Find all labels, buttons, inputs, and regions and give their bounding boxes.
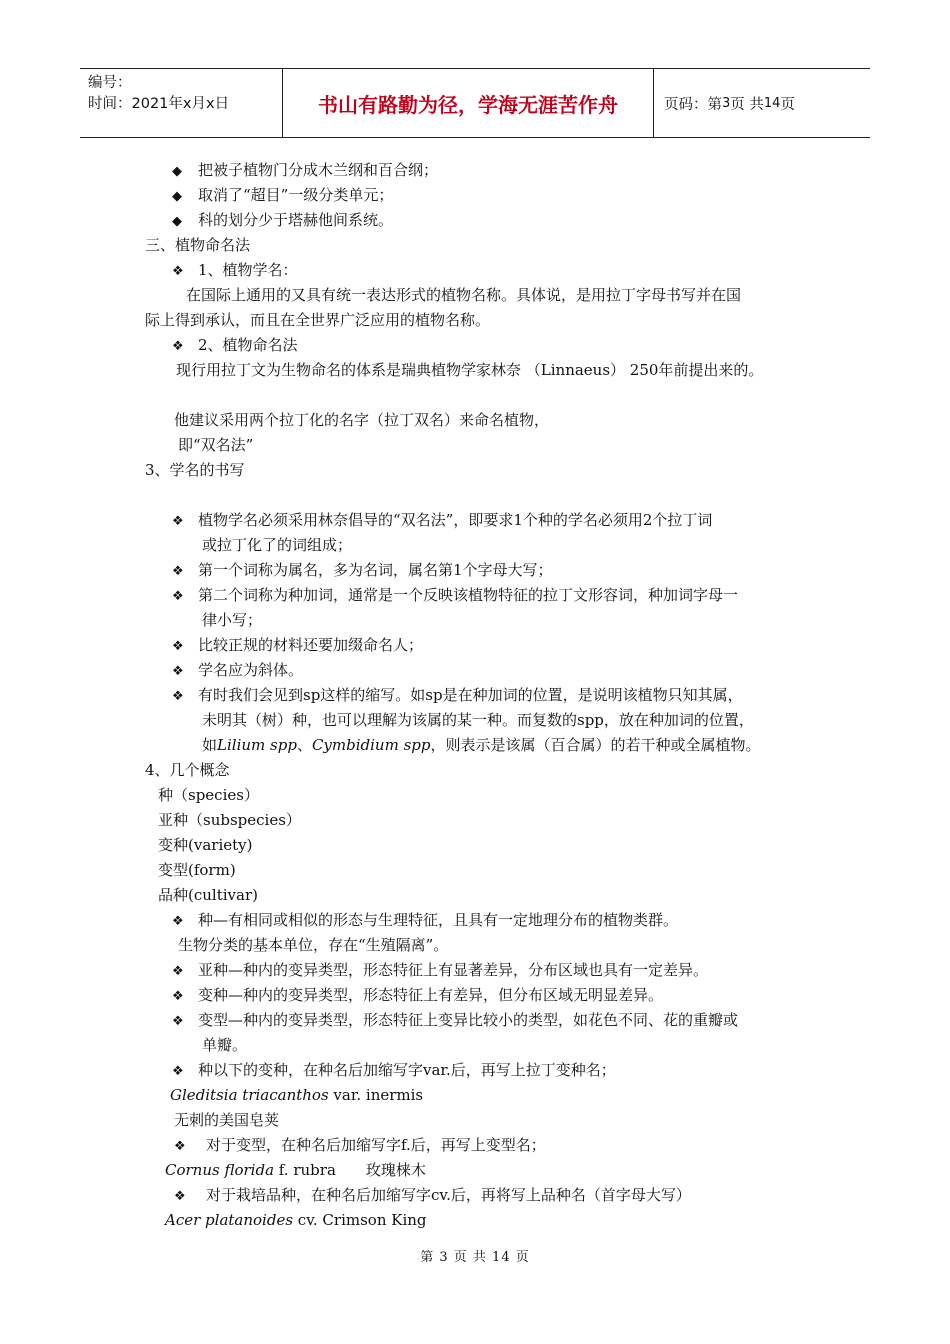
concept-term: 变种(variety) [158, 836, 253, 854]
list-item: ❖ 2、植物命名法 [172, 335, 298, 357]
page-footer: 第 3 页 共 14 页 [420, 1250, 530, 1265]
list-item: ❖ 比较正规的材料还要加缀命名人； [172, 635, 423, 657]
list-item: ❖ 变型—种内的变异类型，形态特征上变异比较小的类型，如花色不同、花的重瓣或 [172, 1010, 738, 1032]
header-motto: 书山有路勤为径，学海无涯苦作舟 [282, 69, 654, 137]
paragraph-line: 如Lilium spp、Cymbidium spp，则表示是该属（百合属）的若干种或全属植物。 [202, 736, 761, 754]
header-page-info [654, 69, 870, 137]
example-common-name: 无刺的美国皂荚 [174, 1111, 280, 1129]
star-bullet-icon: ❖ [172, 964, 184, 979]
header-meta [80, 69, 282, 137]
list-item: ❖ 有时我们会见到sp这样的缩写。如sp是在种加词的位置，是说明该植物只知其属， [172, 685, 743, 707]
paragraph-line: 未明其（树）种，也可以理解为该属的某一种。而复数的spp，放在种加词的位置， [202, 711, 754, 729]
example-name: Acer platanoides cv. Crimson King [165, 1211, 427, 1229]
star-bullet-icon: ❖ [172, 639, 184, 654]
star-bullet-icon: ❖ [172, 1014, 184, 1029]
star-bullet-icon: ❖ [172, 664, 184, 679]
list-item: ❖ 变种—种内的变异类型，形态特征上有差异，但分布区域无明显差异。 [172, 985, 663, 1007]
section-heading: 3、学名的书写 [145, 461, 245, 479]
star-bullet-icon: ❖ [172, 914, 184, 929]
paragraph-line: 律小写； [202, 611, 263, 629]
concept-term: 变型(form) [158, 861, 236, 879]
paragraph-line: 现行用拉丁文为生物命名的体系是瑞典植物学家林奈 （Linnaeus） 250年前提出来的。 [176, 361, 764, 379]
list-item: ❖ 植物学名必须采用林奈倡导的“双名法”，即要求1个种的学名必须用2个拉丁词 [172, 510, 712, 532]
page-mid: 页 共 [730, 96, 764, 113]
paragraph-line: 或拉丁化了的词组成； [202, 536, 353, 554]
list-item: ❖ 对于栽培品种，在种名后加缩写字cv.后，再将写上品种名（首字母大写） [174, 1185, 691, 1207]
page-suffix: 页 [780, 96, 795, 113]
star-bullet-icon: ❖ [172, 564, 184, 579]
concept-term: 种（species） [158, 786, 259, 804]
paragraph-line: 单瓣。 [202, 1036, 248, 1054]
diamond-bullet-icon: ◆ [172, 164, 182, 179]
star-bullet-icon: ❖ [172, 589, 184, 604]
star-bullet-icon: ❖ [172, 514, 184, 529]
paragraph-line: 在国际上通用的又具有统一表达形式的植物名称。具体说，是用拉丁字母书写并在国 [186, 286, 742, 304]
list-item: ❖ 亚种—种内的变异类型，形态特征上有显著差异，分布区域也具有一定差异。 [172, 960, 708, 982]
page-total: 14 [763, 95, 781, 111]
section-heading: 三、植物命名法 [145, 236, 251, 254]
list-item: ❖ 种—有相同或相似的形态与生理特征，且具有一定地理分布的植物类群。 [172, 910, 678, 932]
star-bullet-icon: ❖ [174, 1189, 186, 1204]
list-item: ◆ 取消了“超目”一级分类单元； [172, 185, 393, 207]
diamond-bullet-icon: ◆ [172, 189, 182, 204]
page-header [80, 68, 870, 138]
list-item: ◆ 科的划分少于塔赫他间系统。 [172, 210, 393, 232]
paragraph-line: 生物分类的基本单位，存在“生殖隔离”。 [178, 936, 449, 954]
star-bullet-icon: ❖ [172, 1064, 184, 1079]
list-item: ❖ 种以下的变种，在种名后加缩写字var.后，再写上拉丁变种名； [172, 1060, 616, 1082]
example-common-name: 玫瑰梾木 [365, 1161, 426, 1179]
section-heading: 4、几个概念 [145, 761, 230, 779]
list-item: ❖ 第二个词称为种加词，通常是一个反映该植物特征的拉丁文形容词，种加词字母一 [172, 585, 738, 607]
doc-time-label: 时间：2021年x月x日 [88, 96, 230, 112]
star-bullet-icon: ❖ [174, 1139, 186, 1154]
page-prefix: 页码：第 [664, 96, 722, 113]
paragraph-line: 他建议采用两个拉丁化的名字（拉丁双名）来命名植物， [174, 411, 550, 429]
doc-number-label: 编号： [88, 75, 132, 91]
example-name: Gleditsia triacanthos var. inermis [170, 1086, 424, 1104]
page-current: 3 [722, 95, 731, 111]
paragraph-line: 际上得到承认，而且在全世界广泛应用的植物名称。 [145, 311, 491, 329]
list-item: ❖ 对于变型，在种名后加缩写字f.后，再写上变型名； [174, 1135, 546, 1157]
paragraph-line: 即“双名法” [178, 436, 254, 454]
star-bullet-icon: ❖ [172, 264, 184, 279]
list-item: ❖ 学名应为斜体。 [172, 660, 303, 682]
star-bullet-icon: ❖ [172, 989, 184, 1004]
concept-term: 亚种（subspecies） [158, 811, 301, 829]
list-item: ❖ 第一个词称为属名，多为名词，属名第1个字母大写； [172, 560, 553, 582]
list-item: ❖ 1、植物学名： [172, 260, 298, 282]
diamond-bullet-icon: ◆ [172, 214, 182, 229]
concept-term: 品种(cultivar) [158, 886, 258, 904]
example-name: Cornus florida f. rubra 玫瑰梾木 [165, 1161, 426, 1179]
star-bullet-icon: ❖ [172, 689, 184, 704]
list-item: ◆ 把被子植物门分成木兰纲和百合纲； [172, 160, 438, 182]
star-bullet-icon: ❖ [172, 339, 184, 354]
